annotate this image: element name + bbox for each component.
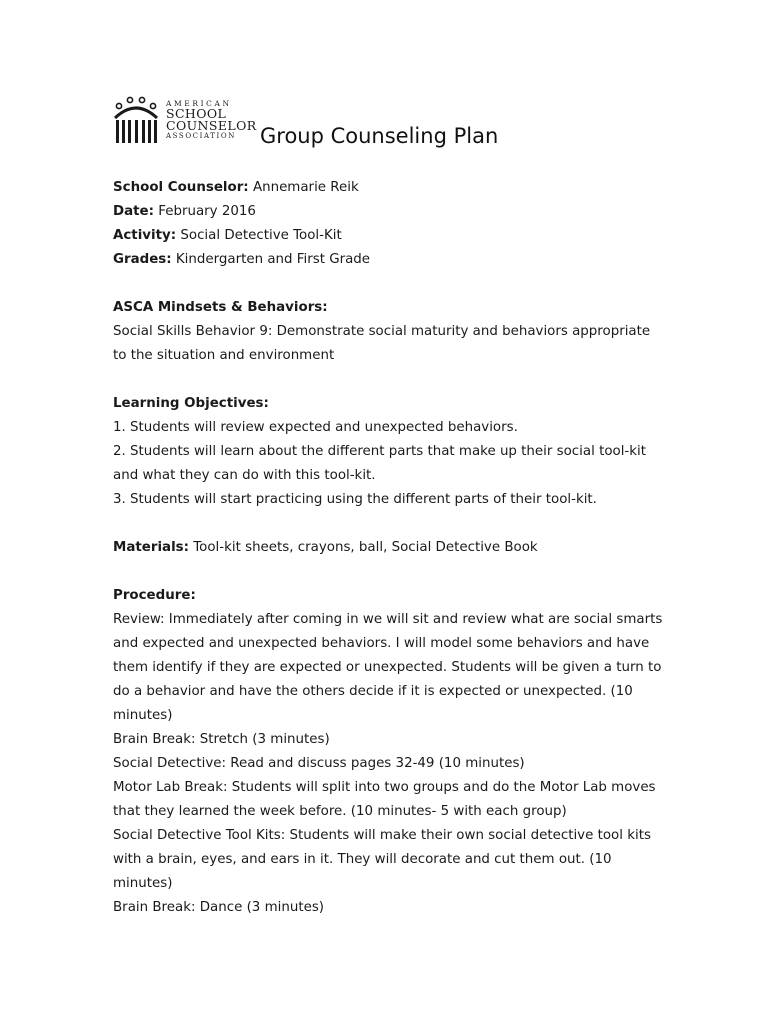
spacer bbox=[113, 272, 673, 296]
page-title: Group Counseling Plan bbox=[260, 124, 499, 148]
objective-line: 3. Students will start practicing using the different parts of their tool-kit. bbox=[113, 492, 597, 507]
procedure-line: Review: Immediately after coming in we will sit and review what are social smarts bbox=[113, 612, 663, 627]
counselor-value: Annemarie Reik bbox=[252, 180, 359, 195]
logo-wordmark bbox=[166, 100, 257, 140]
mindsets-line: to the situation and environment bbox=[113, 348, 335, 363]
procedure-line: Brain Break: Dance (3 minutes) bbox=[113, 900, 325, 915]
logo-text-association: ASSOCIATION bbox=[166, 131, 236, 140]
objectives-heading bbox=[113, 392, 673, 416]
procedure-line: Social Detective Tool Kits: Students will make their own social detective tool kits bbox=[113, 828, 651, 843]
document-body bbox=[113, 176, 673, 920]
materials-label: Materials: bbox=[113, 540, 189, 555]
procedure-heading-text: Procedure: bbox=[113, 588, 196, 603]
procedure-line: with a brain, eyes, and ears in it. They will decorate and cut them out. (10 bbox=[113, 852, 612, 867]
procedure-line: minutes) bbox=[113, 876, 173, 891]
mindsets-line: Social Skills Behavior 9: Demonstrate social maturity and behaviors appropriate bbox=[113, 324, 651, 339]
procedure-line: them identify if they are expected or unexpected. Students will be given a turn to bbox=[113, 660, 662, 675]
objective-line: 1. Students will review expected and unexpected behaviors. bbox=[113, 420, 518, 435]
objective-line: 2. Students will learn about the different parts that make up their social tool-kit bbox=[113, 444, 646, 459]
activity-line bbox=[113, 224, 673, 248]
counselor-line bbox=[113, 176, 673, 200]
procedure-line: do a behavior and have the others decide if it is expected or unexpected. (10 bbox=[113, 684, 633, 699]
grades-label: Grades: bbox=[113, 252, 172, 267]
procedure-line: that they learned the week before. (10 minutes- 5 with each group) bbox=[113, 804, 567, 819]
grades-line bbox=[113, 248, 673, 272]
materials-value: Tool-kit sheets, crayons, ball, Social Detective Book bbox=[193, 540, 538, 555]
date-line bbox=[113, 200, 673, 224]
objectives-heading-text: Learning Objectives: bbox=[113, 396, 269, 411]
objective-line: and what they can do with this tool-kit. bbox=[113, 468, 376, 483]
mindsets-heading-text: ASCA Mindsets & Behaviors: bbox=[113, 300, 328, 315]
spacer bbox=[113, 560, 673, 584]
logo-text-american: AMERICAN bbox=[166, 99, 232, 108]
procedure-line: Brain Break: Stretch (3 minutes) bbox=[113, 732, 330, 747]
activity-value: Social Detective Tool-Kit bbox=[180, 228, 342, 243]
date-label: Date: bbox=[113, 204, 154, 219]
date-value: February 2016 bbox=[158, 204, 256, 219]
grades-value: Kindergarten and First Grade bbox=[175, 252, 371, 267]
procedure-line: and expected and unexpected behaviors. I will model some behaviors and have bbox=[113, 636, 650, 651]
procedure-line: Motor Lab Break: Students will split into two groups and do the Motor Lab moves bbox=[113, 780, 656, 795]
procedure-line: minutes) bbox=[113, 708, 173, 723]
asca-logo-icon bbox=[112, 92, 164, 148]
asca-logo bbox=[112, 92, 257, 148]
document-header bbox=[112, 92, 672, 152]
activity-label: Activity: bbox=[113, 228, 177, 243]
counselor-label: School Counselor: bbox=[113, 180, 249, 195]
procedure-line: Social Detective: Read and discuss pages 32-49 (10 minutes) bbox=[113, 756, 525, 771]
spacer bbox=[113, 368, 673, 392]
spacer bbox=[113, 512, 673, 536]
logo-text-school: SCHOOL bbox=[166, 105, 227, 121]
materials-line bbox=[113, 536, 673, 560]
procedure-heading bbox=[113, 584, 673, 608]
mindsets-heading bbox=[113, 296, 673, 320]
logo-text-counselor: COUNSELOR bbox=[166, 117, 257, 133]
